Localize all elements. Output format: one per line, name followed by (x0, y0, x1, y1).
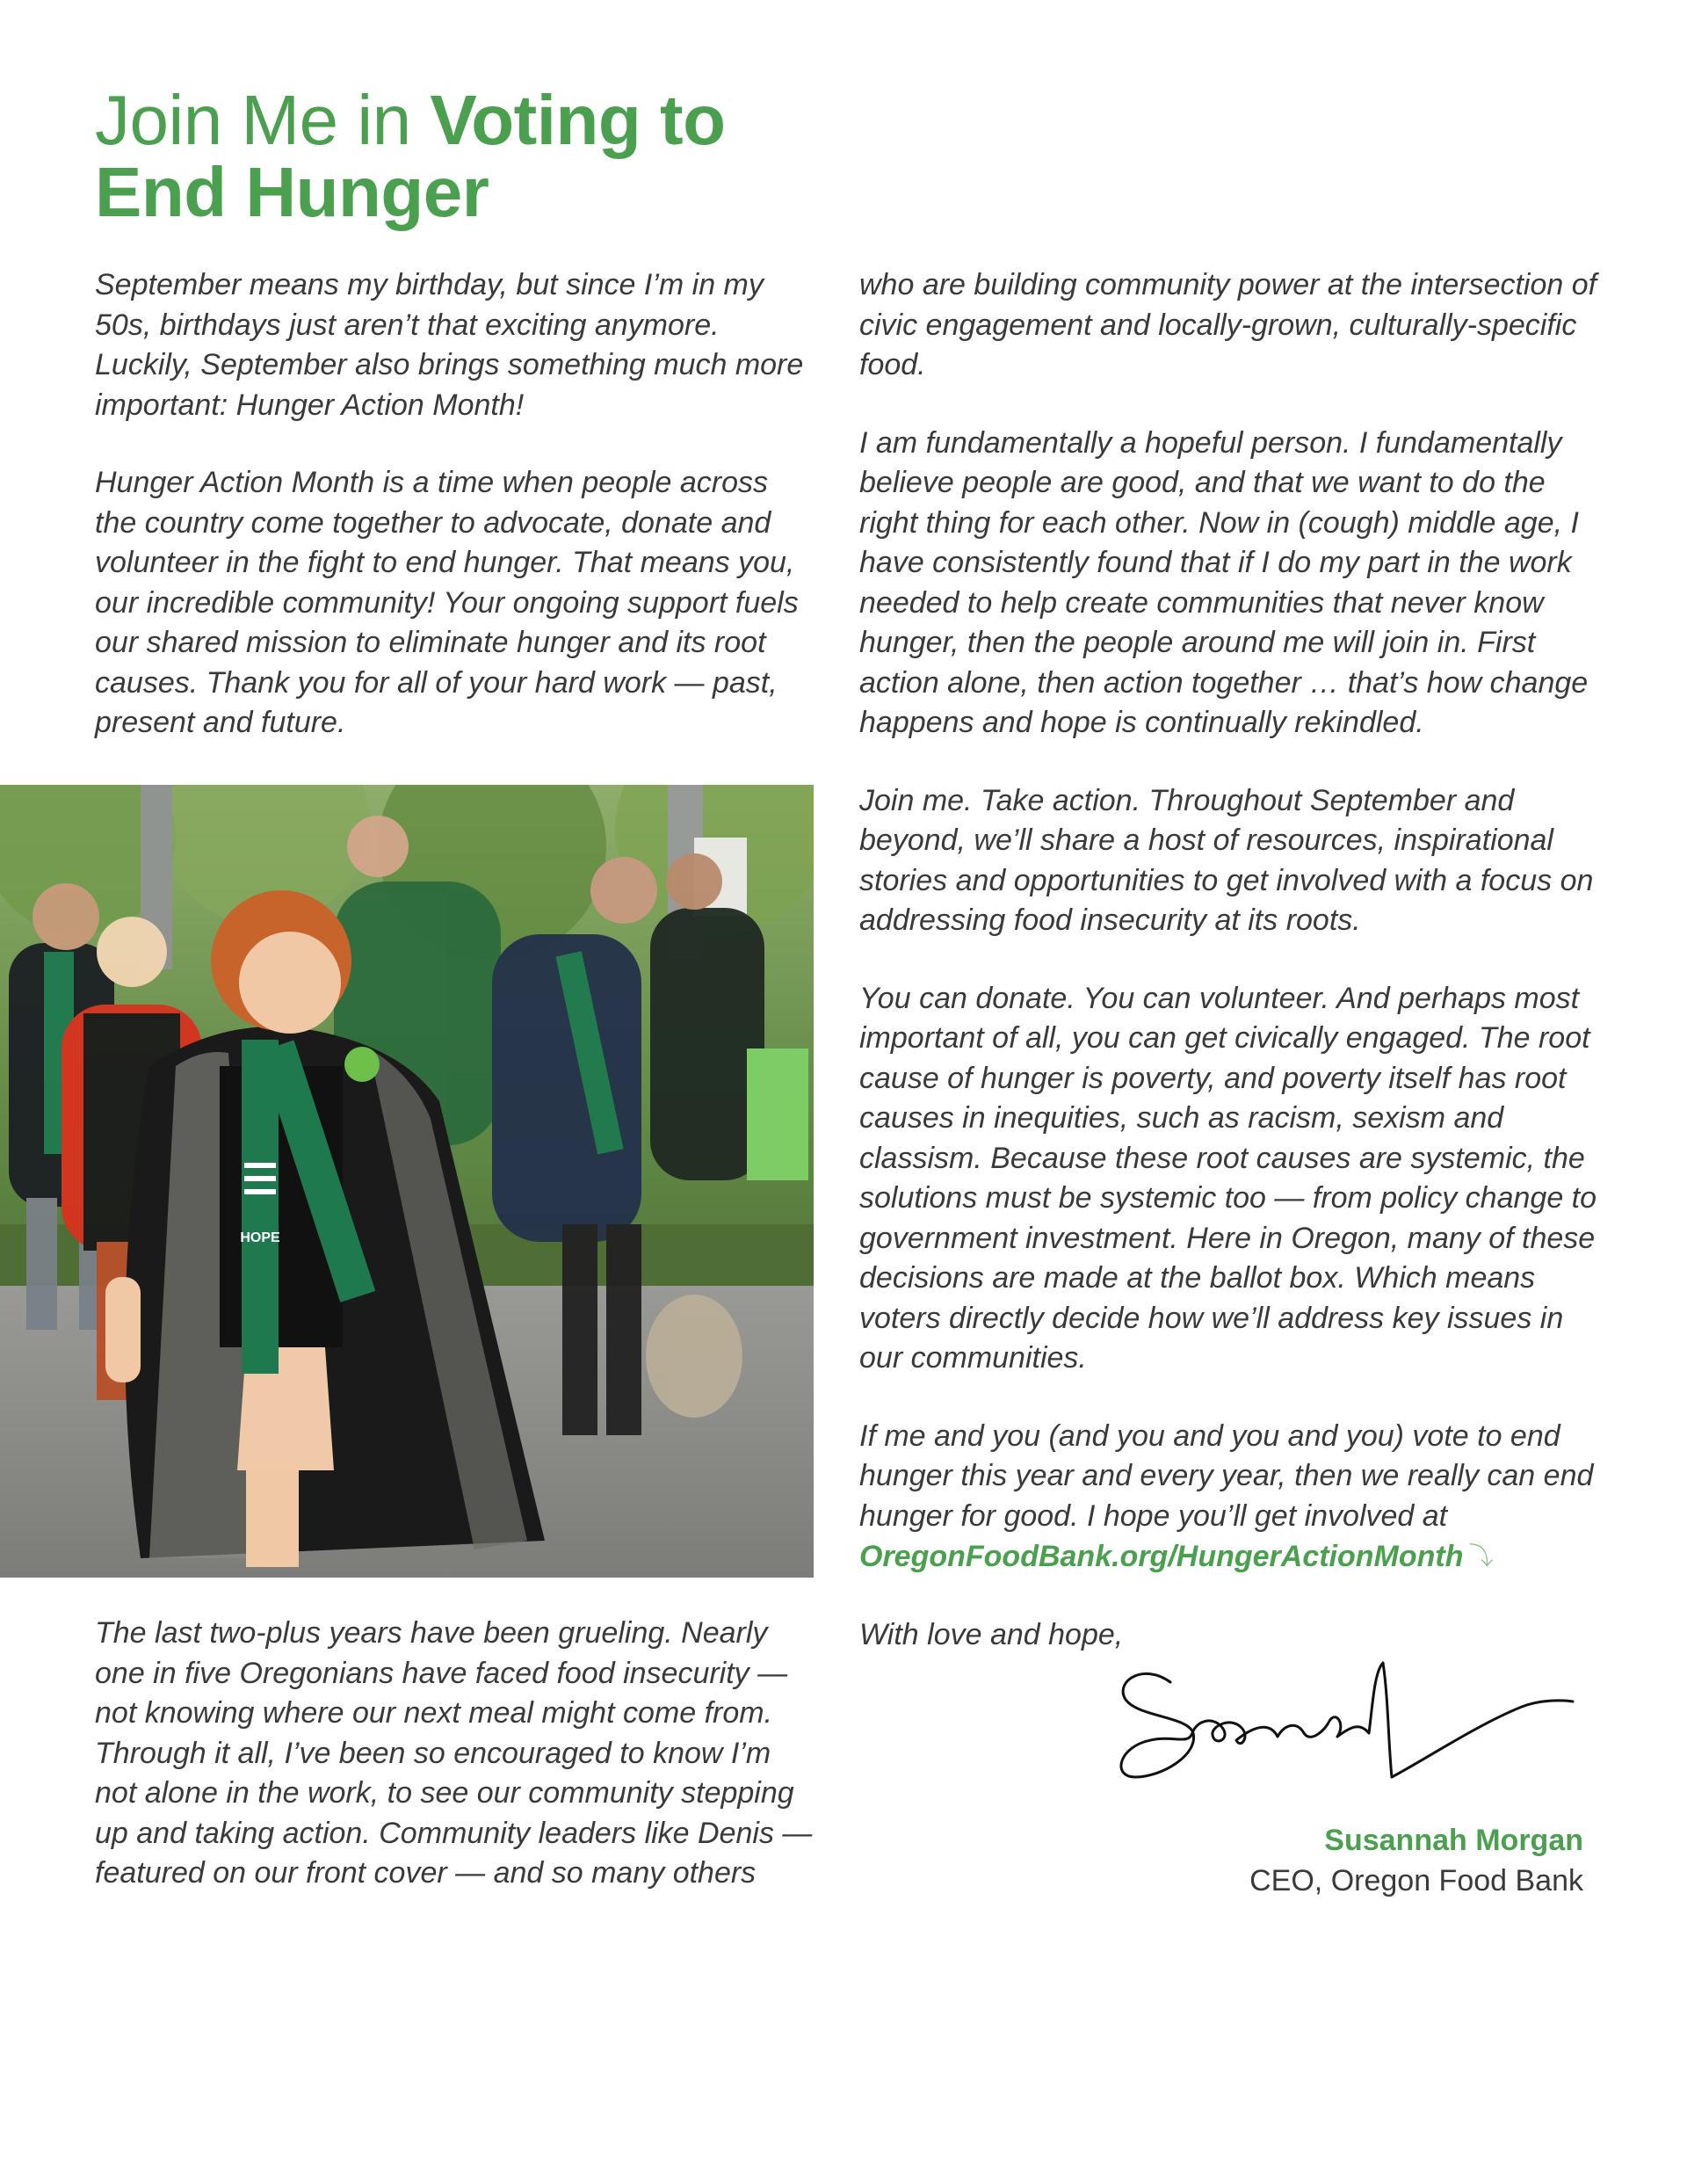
hunger-action-month-link[interactable]: OregonFoodBank.org/HungerActionMonth (859, 1540, 1464, 1573)
signature-image (1109, 1645, 1583, 1803)
march-photo (0, 785, 814, 1578)
paragraph-community-power: who are building community power at the intersection of civic engagement and locally-grown, culturally-specific food. (859, 268, 1597, 381)
signer-role: CEO, Oregon Food Bank (1249, 1864, 1583, 1897)
page-title (95, 81, 726, 231)
signer-name: Susannah Morgan (1324, 1824, 1583, 1857)
title-bold-2: End Hunger (95, 153, 489, 231)
paragraph-join-me: Join me. Take action. Throughout September and beyond, we’ll share a host of resources, inspirational stories and opportunities to get involved with a focus on addressing food insecurity at its roots. (859, 783, 1594, 937)
right-column (859, 265, 1597, 1655)
paragraph-vote-to-end-hunger (859, 1417, 1597, 1578)
scarf-text: HOPE (240, 1230, 280, 1245)
title-bold-1: Voting to (430, 81, 726, 159)
closing-line: With love and hope, (859, 1617, 1124, 1651)
vote-text: If me and you (and you and you and you) vote to end hunger this year and every year, then we really can end hunger for good. I hope you’ll get involved at (859, 1419, 1594, 1533)
paragraph-hunger-action-month: Hunger Action Month is a time when people across the country come together to advocate, donate and volunteer in the fight to end hunger. That means you, our incredible community! Your ongoing support fuels our shared mission to eliminate hunger and its root causes. Thank you for all of your hard work — past, present and future. (95, 466, 799, 739)
paragraph-intro: September means my birthday, but since I’m in my 50s, birthdays just aren’t that exciting anymore. Luckily, September also brings something much more important: Hunger Action Month! (95, 268, 804, 422)
left-column-top (95, 265, 815, 744)
title-light: Join Me in (95, 81, 431, 159)
left-column-bottom (95, 1614, 815, 1894)
paragraph-hopeful-person: I am fundamentally a hopeful person. I fundamentally believe people are good, and that we want to do the right thing for each other. Now in (cough) middle age, I have consistently found that if I do my part in the work needed to help create communities that never know hunger, then the people around me will join in. First action alone, then action together … that’s how change happens and hope is continually rekindled. (859, 425, 1589, 739)
paragraph-civic-engagement: You can donate. You can volunteer. And perhaps most important of all, you can get civically engaged. The root cause of hunger is poverty, and poverty itself has root causes in inequities, such as racism, sexism and classism. Because these root causes are systemic, the solutions must be systemic too — from policy change to government investment. Here in Oregon, many of these decisions are made at the ballot box. Which means voters directly decide how we’ll address key issues in our communities. (859, 981, 1597, 1375)
paragraph-grueling-years: The last two-plus years have been grueling. Nearly one in five Oregonians have faced food insecurity — not knowing where our next meal might come from. Through it all, I’ve been so encouraged to know I’m not alone in the work, to see our community stepping up and taking action. Community leaders like Denis — featured on our front cover — and so many others (95, 1616, 813, 1890)
arrow-icon: ⤵ (1468, 1542, 1494, 1570)
